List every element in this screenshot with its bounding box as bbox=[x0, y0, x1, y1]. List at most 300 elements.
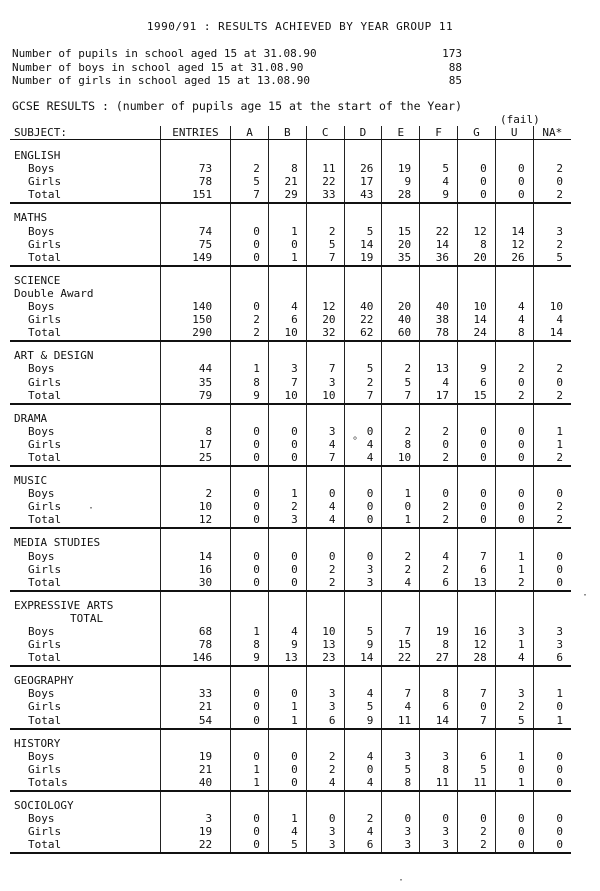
grade-cell: 0 bbox=[231, 550, 269, 563]
empty-cell bbox=[268, 591, 306, 612]
grade-cell: 2 bbox=[268, 500, 306, 513]
grade-cell: 0 bbox=[344, 500, 382, 513]
empty-cell bbox=[457, 528, 495, 549]
grade-cell: 24 bbox=[457, 326, 495, 341]
empty-cell bbox=[306, 466, 344, 487]
grade-cell: 5 bbox=[457, 763, 495, 776]
grade-cell: 7 bbox=[344, 389, 382, 404]
row-label: Girls bbox=[28, 562, 62, 576]
entries-cell: 3 bbox=[160, 812, 230, 825]
row-label: Boys bbox=[28, 362, 55, 376]
column-header-subject: SUBJECT: bbox=[10, 126, 160, 140]
empty-cell bbox=[268, 666, 306, 687]
grade-cell: 5 bbox=[420, 162, 458, 175]
empty-cell bbox=[231, 203, 269, 224]
subject-heading-row bbox=[10, 341, 571, 362]
table-row bbox=[10, 550, 571, 563]
grade-cell: 9 bbox=[231, 389, 269, 404]
row-label: Girls bbox=[28, 762, 62, 776]
grade-cell: 0 bbox=[495, 438, 533, 451]
row-label: Total bbox=[10, 451, 160, 466]
table-row bbox=[10, 300, 571, 313]
grade-cell: 3 bbox=[306, 700, 344, 713]
empty-cell bbox=[533, 729, 571, 750]
grade-cell: 62 bbox=[344, 326, 382, 341]
empty-cell bbox=[231, 591, 269, 612]
row-label: Boys bbox=[28, 749, 55, 763]
empty-cell bbox=[344, 341, 382, 362]
row-label: Girls bbox=[28, 825, 62, 839]
grade-cell: 0 bbox=[268, 576, 306, 591]
total-row bbox=[10, 651, 571, 666]
empty-cell bbox=[457, 203, 495, 224]
grade-cell: 11 bbox=[306, 162, 344, 175]
empty-cell bbox=[533, 404, 571, 425]
empty-cell bbox=[344, 729, 382, 750]
grade-cell: 36 bbox=[420, 251, 458, 266]
grade-cell: 0 bbox=[268, 750, 306, 763]
column-header-grade-d: D bbox=[344, 126, 382, 140]
grade-cell: 2 bbox=[382, 362, 420, 375]
grade-cell: 3 bbox=[306, 425, 344, 438]
grade-cell: 1 bbox=[231, 763, 269, 776]
grade-cell: 35 bbox=[382, 251, 420, 266]
grade-cell: 14 bbox=[420, 238, 458, 251]
subject-heading-row bbox=[10, 266, 571, 287]
empty-cell bbox=[231, 140, 269, 163]
entries-cell: 75 bbox=[160, 238, 230, 251]
grade-cell: 19 bbox=[382, 162, 420, 175]
subject-heading-row bbox=[10, 791, 571, 812]
grade-cell: 32 bbox=[306, 326, 344, 341]
grade-cell: 0 bbox=[306, 812, 344, 825]
empty-cell bbox=[344, 266, 382, 287]
entries-cell: 73 bbox=[160, 162, 230, 175]
empty-cell bbox=[306, 341, 344, 362]
empty-cell bbox=[533, 528, 571, 549]
grade-cell: 0 bbox=[457, 438, 495, 451]
grade-cell: 0 bbox=[231, 238, 269, 251]
grade-cell: 2 bbox=[306, 225, 344, 238]
grade-cell: 1 bbox=[382, 487, 420, 500]
row-label: Totals bbox=[10, 776, 160, 791]
subject-name: DRAMA bbox=[14, 411, 48, 425]
grade-cell: 0 bbox=[344, 513, 382, 528]
grade-cell: 0 bbox=[495, 812, 533, 825]
empty-cell bbox=[160, 528, 230, 549]
grade-cell: 20 bbox=[306, 313, 344, 326]
grade-cell: 0 bbox=[495, 487, 533, 500]
entries-cell: 78 bbox=[160, 638, 230, 651]
entries-cell: 150 bbox=[160, 313, 230, 326]
grade-cell: 0 bbox=[382, 500, 420, 513]
grade-cell: 0 bbox=[420, 487, 458, 500]
grade-cell: 0 bbox=[457, 188, 495, 203]
grade-cell: 0 bbox=[420, 812, 458, 825]
grade-cell: 7 bbox=[382, 625, 420, 638]
grade-cell: 0 bbox=[457, 500, 495, 513]
subject-subheading-row bbox=[10, 287, 571, 300]
empty-cell bbox=[268, 287, 306, 300]
grade-cell: 3 bbox=[533, 225, 571, 238]
grade-cell: 1 bbox=[231, 625, 269, 638]
grade-cell: 6 bbox=[533, 651, 571, 666]
grade-cell: 2 bbox=[420, 563, 458, 576]
grade-cell: 7 bbox=[231, 188, 269, 203]
row-label: Total bbox=[10, 326, 160, 341]
table-row bbox=[10, 625, 571, 638]
grade-cell: 2 bbox=[533, 513, 571, 528]
grade-cell: 0 bbox=[495, 175, 533, 188]
grade-cell: 4 bbox=[382, 576, 420, 591]
subject-subheading: Double Award bbox=[14, 286, 94, 300]
grade-cell: 5 bbox=[344, 225, 382, 238]
table-row bbox=[10, 763, 571, 776]
grade-cell: 20 bbox=[457, 251, 495, 266]
table-row bbox=[10, 700, 571, 713]
grade-cell: 14 bbox=[457, 313, 495, 326]
grade-cell: 0 bbox=[457, 700, 495, 713]
grade-cell: 40 bbox=[382, 313, 420, 326]
grade-cell: 22 bbox=[382, 651, 420, 666]
empty-cell bbox=[382, 404, 420, 425]
empty-cell bbox=[457, 341, 495, 362]
grade-cell: 0 bbox=[495, 513, 533, 528]
empty-cell bbox=[382, 203, 420, 224]
empty-cell bbox=[382, 666, 420, 687]
grade-cell: 0 bbox=[231, 487, 269, 500]
grade-cell: 20 bbox=[382, 238, 420, 251]
grade-cell: 4 bbox=[495, 300, 533, 313]
grade-cell: 0 bbox=[231, 812, 269, 825]
grade-cell: 14 bbox=[420, 714, 458, 729]
grade-cell: 60 bbox=[382, 326, 420, 341]
subject-name: SCIENCE bbox=[14, 273, 61, 287]
empty-cell bbox=[268, 140, 306, 163]
empty-cell bbox=[420, 466, 458, 487]
row-label: Girls bbox=[28, 437, 62, 451]
grade-cell: 3 bbox=[344, 563, 382, 576]
empty-cell bbox=[495, 729, 533, 750]
grade-cell: 12 bbox=[495, 238, 533, 251]
row-label: Total bbox=[10, 389, 160, 404]
grade-cell: 1 bbox=[495, 638, 533, 651]
empty-cell bbox=[420, 791, 458, 812]
entries-cell: 35 bbox=[160, 376, 230, 389]
empty-cell bbox=[268, 729, 306, 750]
empty-cell bbox=[457, 266, 495, 287]
table-row bbox=[10, 500, 571, 513]
table-row bbox=[10, 362, 571, 375]
empty-cell bbox=[231, 666, 269, 687]
grade-cell: 0 bbox=[231, 750, 269, 763]
grade-cell: 15 bbox=[457, 389, 495, 404]
grade-cell: 20 bbox=[382, 300, 420, 313]
empty-cell bbox=[420, 729, 458, 750]
entries-cell: 12 bbox=[160, 513, 230, 528]
grade-cell: 4 bbox=[420, 175, 458, 188]
empty-cell bbox=[306, 591, 344, 612]
grade-cell: 0 bbox=[533, 487, 571, 500]
grade-cell: 2 bbox=[533, 238, 571, 251]
grade-cell: 0 bbox=[533, 700, 571, 713]
grade-cell: 7 bbox=[457, 714, 495, 729]
grade-cell: 2 bbox=[344, 812, 382, 825]
grade-cell: 0 bbox=[268, 763, 306, 776]
empty-cell bbox=[306, 729, 344, 750]
scan-mark: · bbox=[582, 590, 589, 601]
empty-cell bbox=[344, 287, 382, 300]
grade-cell: 7 bbox=[306, 362, 344, 375]
grade-cell: 0 bbox=[533, 576, 571, 591]
grade-cell: 2 bbox=[495, 576, 533, 591]
subject-name: ART & DESIGN bbox=[14, 349, 94, 363]
entries-cell: 19 bbox=[160, 750, 230, 763]
grade-cell: 13 bbox=[420, 362, 458, 375]
empty-cell bbox=[533, 203, 571, 224]
empty-cell bbox=[160, 203, 230, 224]
empty-cell bbox=[306, 140, 344, 163]
grade-cell: 6 bbox=[344, 838, 382, 853]
empty-cell bbox=[268, 203, 306, 224]
grade-cell: 9 bbox=[344, 638, 382, 651]
grade-cell: 3 bbox=[344, 576, 382, 591]
results-table bbox=[10, 126, 571, 854]
grade-cell: 0 bbox=[268, 563, 306, 576]
pupil-count-label: Number of girls in school aged 15 at 13.08.90 bbox=[12, 74, 311, 87]
grade-cell: 0 bbox=[268, 687, 306, 700]
grade-cell: 0 bbox=[231, 714, 269, 729]
empty-cell bbox=[306, 203, 344, 224]
grade-cell: 0 bbox=[268, 438, 306, 451]
grade-cell: 5 bbox=[344, 625, 382, 638]
empty-cell bbox=[420, 203, 458, 224]
empty-cell bbox=[268, 466, 306, 487]
grade-cell: 0 bbox=[231, 438, 269, 451]
grade-cell: 0 bbox=[533, 825, 571, 838]
grade-cell: 0 bbox=[495, 188, 533, 203]
table-row bbox=[10, 162, 571, 175]
empty-cell bbox=[382, 729, 420, 750]
empty-cell bbox=[160, 341, 230, 362]
grade-cell: 0 bbox=[231, 513, 269, 528]
empty-cell bbox=[457, 729, 495, 750]
grade-cell: 2 bbox=[533, 451, 571, 466]
entries-cell: 8 bbox=[160, 425, 230, 438]
grade-cell: 4 bbox=[306, 500, 344, 513]
grade-cell: 12 bbox=[457, 638, 495, 651]
empty-cell bbox=[382, 266, 420, 287]
row-label: Total bbox=[10, 576, 160, 591]
grade-cell: 0 bbox=[533, 750, 571, 763]
grade-cell: 8 bbox=[420, 638, 458, 651]
empty-cell bbox=[344, 791, 382, 812]
grade-cell: 0 bbox=[533, 376, 571, 389]
grade-cell: 0 bbox=[231, 687, 269, 700]
grade-cell: 0 bbox=[533, 763, 571, 776]
grade-cell: 10 bbox=[268, 326, 306, 341]
grade-cell: 0 bbox=[495, 763, 533, 776]
total-row bbox=[10, 188, 571, 203]
grade-cell: 15 bbox=[382, 225, 420, 238]
total-row bbox=[10, 576, 571, 591]
total-row bbox=[10, 714, 571, 729]
grade-cell: 4 bbox=[268, 825, 306, 838]
grade-cell: 0 bbox=[457, 513, 495, 528]
table-row bbox=[10, 425, 571, 438]
column-header-grade-a: A bbox=[231, 126, 269, 140]
grade-cell: 0 bbox=[344, 425, 382, 438]
empty-cell bbox=[231, 404, 269, 425]
grade-cell: 0 bbox=[344, 487, 382, 500]
row-label: Girls bbox=[28, 500, 62, 514]
grade-cell: 15 bbox=[382, 638, 420, 651]
grade-cell: 5 bbox=[382, 763, 420, 776]
grade-cell: 6 bbox=[457, 563, 495, 576]
table-row bbox=[10, 563, 571, 576]
empty-cell bbox=[420, 591, 458, 612]
empty-cell bbox=[344, 466, 382, 487]
scan-mark: ° bbox=[352, 436, 359, 447]
scan-mark: · bbox=[88, 503, 95, 514]
entries-cell: 68 bbox=[160, 625, 230, 638]
entries-cell: 19 bbox=[160, 825, 230, 838]
subject-subheading: TOTAL bbox=[70, 611, 104, 625]
column-header-grade-g: G bbox=[457, 126, 495, 140]
grade-cell: 17 bbox=[344, 175, 382, 188]
grade-cell: 2 bbox=[231, 326, 269, 341]
entries-cell: 79 bbox=[160, 389, 230, 404]
grade-cell: 4 bbox=[420, 376, 458, 389]
grade-cell: 22 bbox=[420, 225, 458, 238]
grade-cell: 38 bbox=[420, 313, 458, 326]
grade-cell: 1 bbox=[533, 425, 571, 438]
empty-cell bbox=[533, 341, 571, 362]
entries-cell: 16 bbox=[160, 563, 230, 576]
grade-cell: 3 bbox=[306, 687, 344, 700]
grade-cell: 1 bbox=[268, 487, 306, 500]
empty-cell bbox=[160, 266, 230, 287]
grade-cell: 8 bbox=[382, 776, 420, 791]
empty-cell bbox=[382, 528, 420, 549]
empty-cell bbox=[495, 404, 533, 425]
grade-cell: 2 bbox=[533, 362, 571, 375]
grade-cell: 0 bbox=[495, 838, 533, 853]
grade-cell: 4 bbox=[382, 700, 420, 713]
grade-cell: 11 bbox=[420, 776, 458, 791]
subject-name: MEDIA STUDIES bbox=[14, 536, 101, 550]
subject-heading-row bbox=[10, 729, 571, 750]
grade-cell: 1 bbox=[268, 225, 306, 238]
grade-cell: 4 bbox=[420, 550, 458, 563]
row-label: Boys bbox=[28, 687, 55, 701]
entries-cell: 146 bbox=[160, 651, 230, 666]
grade-cell: 3 bbox=[420, 838, 458, 853]
grade-cell: 29 bbox=[268, 188, 306, 203]
empty-cell bbox=[457, 612, 495, 625]
grade-cell: 26 bbox=[344, 162, 382, 175]
grade-cell: 0 bbox=[231, 563, 269, 576]
grade-cell: 12 bbox=[457, 225, 495, 238]
empty-cell bbox=[382, 612, 420, 625]
grade-cell: 19 bbox=[420, 625, 458, 638]
subject-heading-row bbox=[10, 404, 571, 425]
grade-cell: 22 bbox=[344, 313, 382, 326]
empty-cell bbox=[533, 287, 571, 300]
empty-cell bbox=[306, 528, 344, 549]
empty-cell bbox=[344, 404, 382, 425]
empty-cell bbox=[495, 140, 533, 163]
grade-cell: 6 bbox=[420, 700, 458, 713]
empty-cell bbox=[382, 591, 420, 612]
row-label: Girls bbox=[28, 638, 62, 652]
grade-cell: 1 bbox=[231, 362, 269, 375]
row-label: Boys bbox=[28, 224, 55, 238]
empty-cell bbox=[268, 612, 306, 625]
empty-cell bbox=[533, 791, 571, 812]
grade-cell: 2 bbox=[495, 389, 533, 404]
empty-cell bbox=[420, 528, 458, 549]
grade-cell: 1 bbox=[533, 438, 571, 451]
grade-cell: 23 bbox=[306, 651, 344, 666]
grade-cell: 1 bbox=[268, 812, 306, 825]
grade-cell: 0 bbox=[533, 550, 571, 563]
subject-name: SOCIOLOGY bbox=[14, 799, 74, 813]
grade-cell: 0 bbox=[457, 812, 495, 825]
empty-cell bbox=[457, 466, 495, 487]
grade-cell: 4 bbox=[344, 438, 382, 451]
grade-cell: 2 bbox=[495, 700, 533, 713]
total-row bbox=[10, 776, 571, 791]
subject-heading-row bbox=[10, 140, 571, 163]
empty-cell bbox=[382, 341, 420, 362]
empty-cell bbox=[306, 666, 344, 687]
grade-cell: 8 bbox=[231, 638, 269, 651]
grade-cell: 8 bbox=[420, 763, 458, 776]
empty-cell bbox=[533, 266, 571, 287]
empty-cell bbox=[344, 612, 382, 625]
subject-subheading-row bbox=[10, 612, 571, 625]
pupil-count-value: 173 bbox=[442, 47, 462, 60]
subject-name: EXPRESSIVE ARTS bbox=[14, 598, 114, 612]
total-row bbox=[10, 838, 571, 853]
empty-cell bbox=[231, 528, 269, 549]
grade-cell: 8 bbox=[268, 162, 306, 175]
empty-cell bbox=[382, 791, 420, 812]
grade-cell: 0 bbox=[231, 500, 269, 513]
empty-cell bbox=[457, 404, 495, 425]
grade-cell: 2 bbox=[457, 838, 495, 853]
grade-cell: 3 bbox=[382, 825, 420, 838]
entries-cell: 44 bbox=[160, 362, 230, 375]
empty-cell bbox=[160, 404, 230, 425]
empty-cell bbox=[495, 466, 533, 487]
grade-cell: 2 bbox=[382, 550, 420, 563]
grade-cell: 8 bbox=[420, 687, 458, 700]
subject-name: MATHS bbox=[14, 211, 48, 225]
grade-cell: 1 bbox=[533, 687, 571, 700]
row-label: Total bbox=[10, 513, 160, 528]
row-label: Total bbox=[10, 651, 160, 666]
empty-cell bbox=[306, 404, 344, 425]
grade-cell: 4 bbox=[495, 313, 533, 326]
column-header-na: NA* bbox=[533, 126, 571, 140]
grade-cell: 5 bbox=[533, 251, 571, 266]
grade-cell: 2 bbox=[420, 513, 458, 528]
grade-cell: 19 bbox=[344, 251, 382, 266]
empty-cell bbox=[231, 466, 269, 487]
grade-cell: 9 bbox=[344, 714, 382, 729]
